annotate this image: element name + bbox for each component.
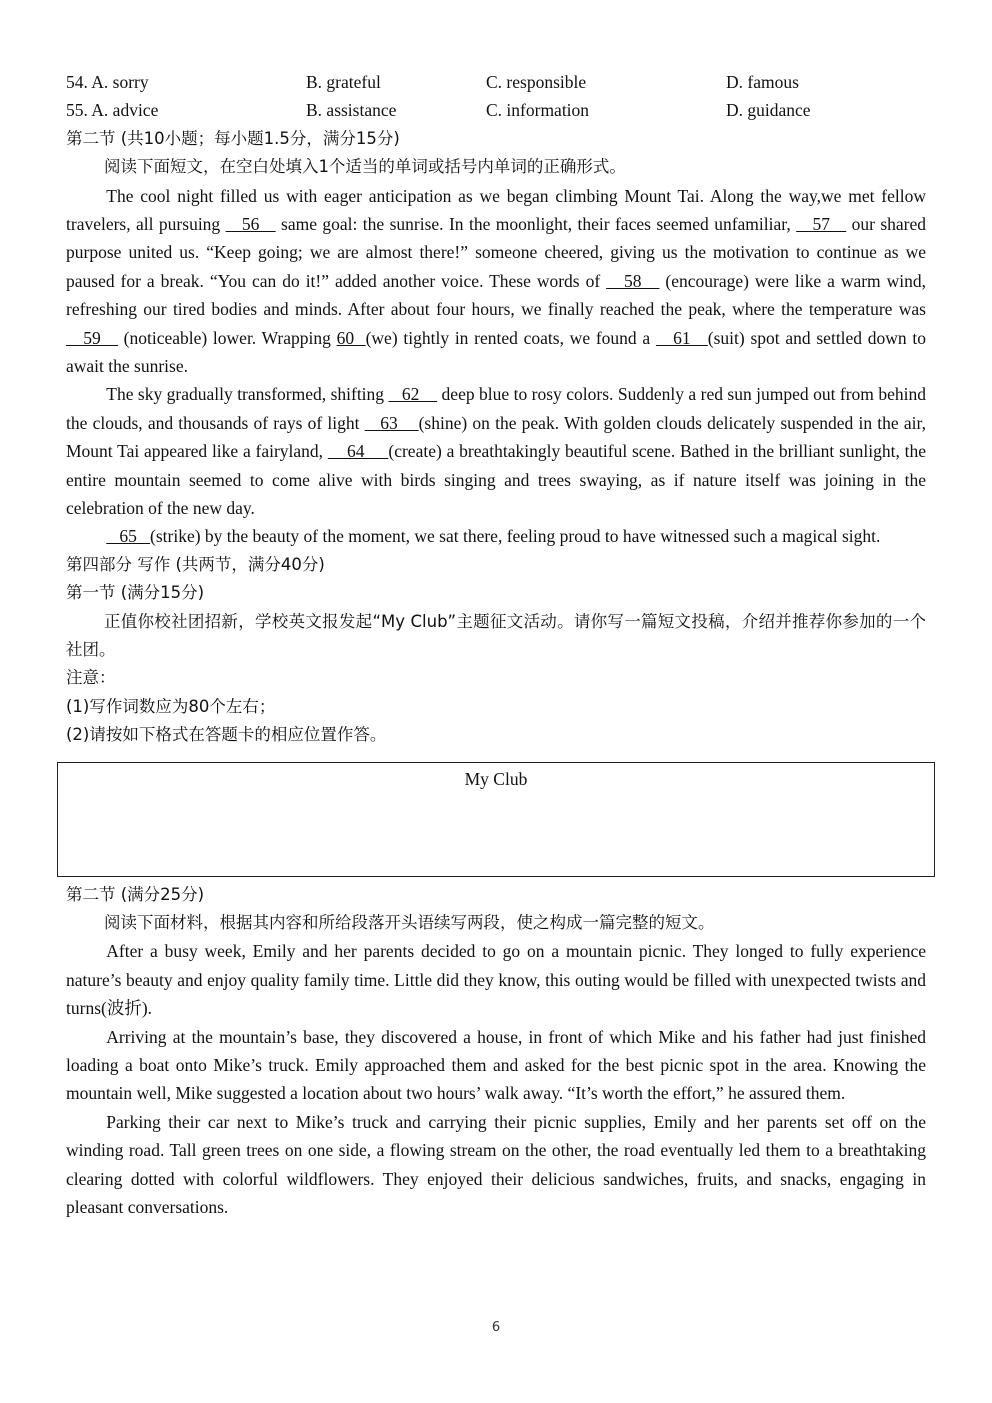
section2-header: 第二节 (共10小题；每小题1.5分，满分15分): [66, 128, 400, 148]
q55-option-c: C. information: [486, 100, 590, 121]
q54-option-a: 54. A. sorry: [66, 72, 149, 92]
answer-blank: 65: [106, 526, 150, 547]
notice-item-2: (2)请按如下格式在答题卡的相应位置作答。: [66, 725, 387, 745]
story-paragraph-2: Arriving at the mountain’s base, they discovered a house, in front of which Mike and his father had just finished loading a boat onto Mike’s truck. Emily approached them and asked for the best picnic spot in the area. Knowing the mountain well, Mike suggested a location about two hours’ walk away. “It’s worth the effort,” he assured them.: [66, 1026, 926, 1104]
exam-page: [66, 68, 926, 1221]
answer-blank: 62: [388, 384, 438, 405]
passage-text: (suit) spot and settled down to await the sunrise.: [66, 327, 927, 376]
part4-section2-header: 第二节 (满分25分): [66, 884, 205, 904]
part4-section1-header: 第一节 (满分15分): [66, 583, 205, 603]
answer-blank: 58: [606, 270, 660, 291]
story-paragraph-3: Parking their car next to Mike’s truck and carrying their picnic supplies, Emily and her parents set off on the winding road. Tall green trees on one side, a flowing stream on the other, the road eventually led them to a breathtaking clearing dotted with colorful wildflowers. They enjoyed their delicious sandwiches, fruits, and snacks, engaging in pleasant conversations.: [66, 1111, 926, 1218]
part4-section1-prompt: 正值你校社团招新，学校英文报发起“My Club”主题征文活动。请你写一篇短文投稿，介绍并推荐你参加的一个社团。: [66, 611, 926, 660]
answer-blank: 57: [796, 213, 847, 234]
cloze-paragraph-2: [66, 380, 926, 522]
question-54: [66, 68, 926, 96]
passage-text: (strike) by the beauty of the moment, we sat there, feeling proud to have witnessed such a magical sight.: [150, 526, 881, 547]
answer-box-title: My Club: [464, 768, 528, 789]
cloze-paragraph-3: [66, 522, 926, 550]
passage-text: deep blue to rosy colors. Suddenly a red sun jumped out from behind the clouds, and thousands of rays of light: [66, 384, 926, 433]
q54-option-b: B. grateful: [306, 72, 381, 92]
passage-text: our shared purpose united us. “Keep going; we are almost there!” someone cheered, giving us the motivation to continue as we paused for a break. “You can do it!” added another voice. These words of: [66, 213, 927, 291]
answer-blank: 61: [655, 327, 708, 348]
page-number: 6: [491, 1320, 501, 1335]
section2-instruction: 阅读下面短文，在空白处填入1个适当的单词或括号内单词的正确形式。: [103, 157, 626, 177]
q54-option-c: C. responsible: [486, 72, 587, 92]
q55-option-b: B. assistance: [306, 100, 397, 121]
passage-text: (encourage) were like a warm wind, refreshing our tired bodies and minds. After about four hours, we finally reached the peak, where the temperature was: [66, 270, 927, 320]
passage-text: The sky gradually transformed, shifting: [106, 384, 389, 405]
answer-blank: 59: [66, 327, 118, 348]
passage-text: (noticeable) lower. Wrapping: [117, 327, 337, 348]
story-paragraph-1: After a busy week, Emily and her parents decided to go on a mountain picnic. They longed to fully experience nature’s beauty and enjoy quality family time. Little did they know, this outing would be filled with unexpected twists and turns(波折).: [66, 941, 926, 1019]
notice-label: 注意：: [66, 668, 116, 688]
passage-text: same goal: the sunrise. In the moonlight, their faces seemed unfamiliar,: [275, 213, 797, 234]
answer-format-box: [57, 762, 935, 877]
passage-text: (we) tightly in rented coats, we found a: [365, 327, 656, 348]
q54-option-d: D. famous: [726, 72, 799, 92]
part4-header: 第四部分 写作 (共两节，满分40分): [66, 554, 325, 574]
part4-section2-instruction: 阅读下面材料，根据其内容和所给段落开头语续写两段，使之构成一篇完整的短文。: [103, 913, 715, 932]
question-55: [66, 96, 926, 124]
q55-option-d: D. guidance: [726, 100, 811, 121]
cloze-paragraph-1: [66, 182, 926, 381]
passage-text: (create) a breathtakingly beautiful scene. Bathed in the brilliant sunlight, the entire mountain seemed to come alive with birds singing and trees swaying, as if nature itself was joining in the celebration of the new day.: [66, 441, 926, 519]
answer-blank: 60: [336, 327, 366, 348]
answer-blank: 56: [225, 213, 276, 234]
q55-option-a: 55. A. advice: [66, 100, 159, 121]
answer-blank: 64: [327, 441, 389, 462]
notice-item-1: (1)写作词数应为80个左右；: [66, 696, 276, 716]
passage-text: (shine) on the peak. With golden clouds delicately suspended in the air, Mount Tai appeared like a fairyland,: [66, 412, 926, 462]
passage-text: The cool night filled us with eager anticipation as we began climbing Mount Tai. Along the way,we met fellow travelers, all pursuing: [66, 185, 926, 234]
answer-blank: 63: [364, 412, 419, 433]
